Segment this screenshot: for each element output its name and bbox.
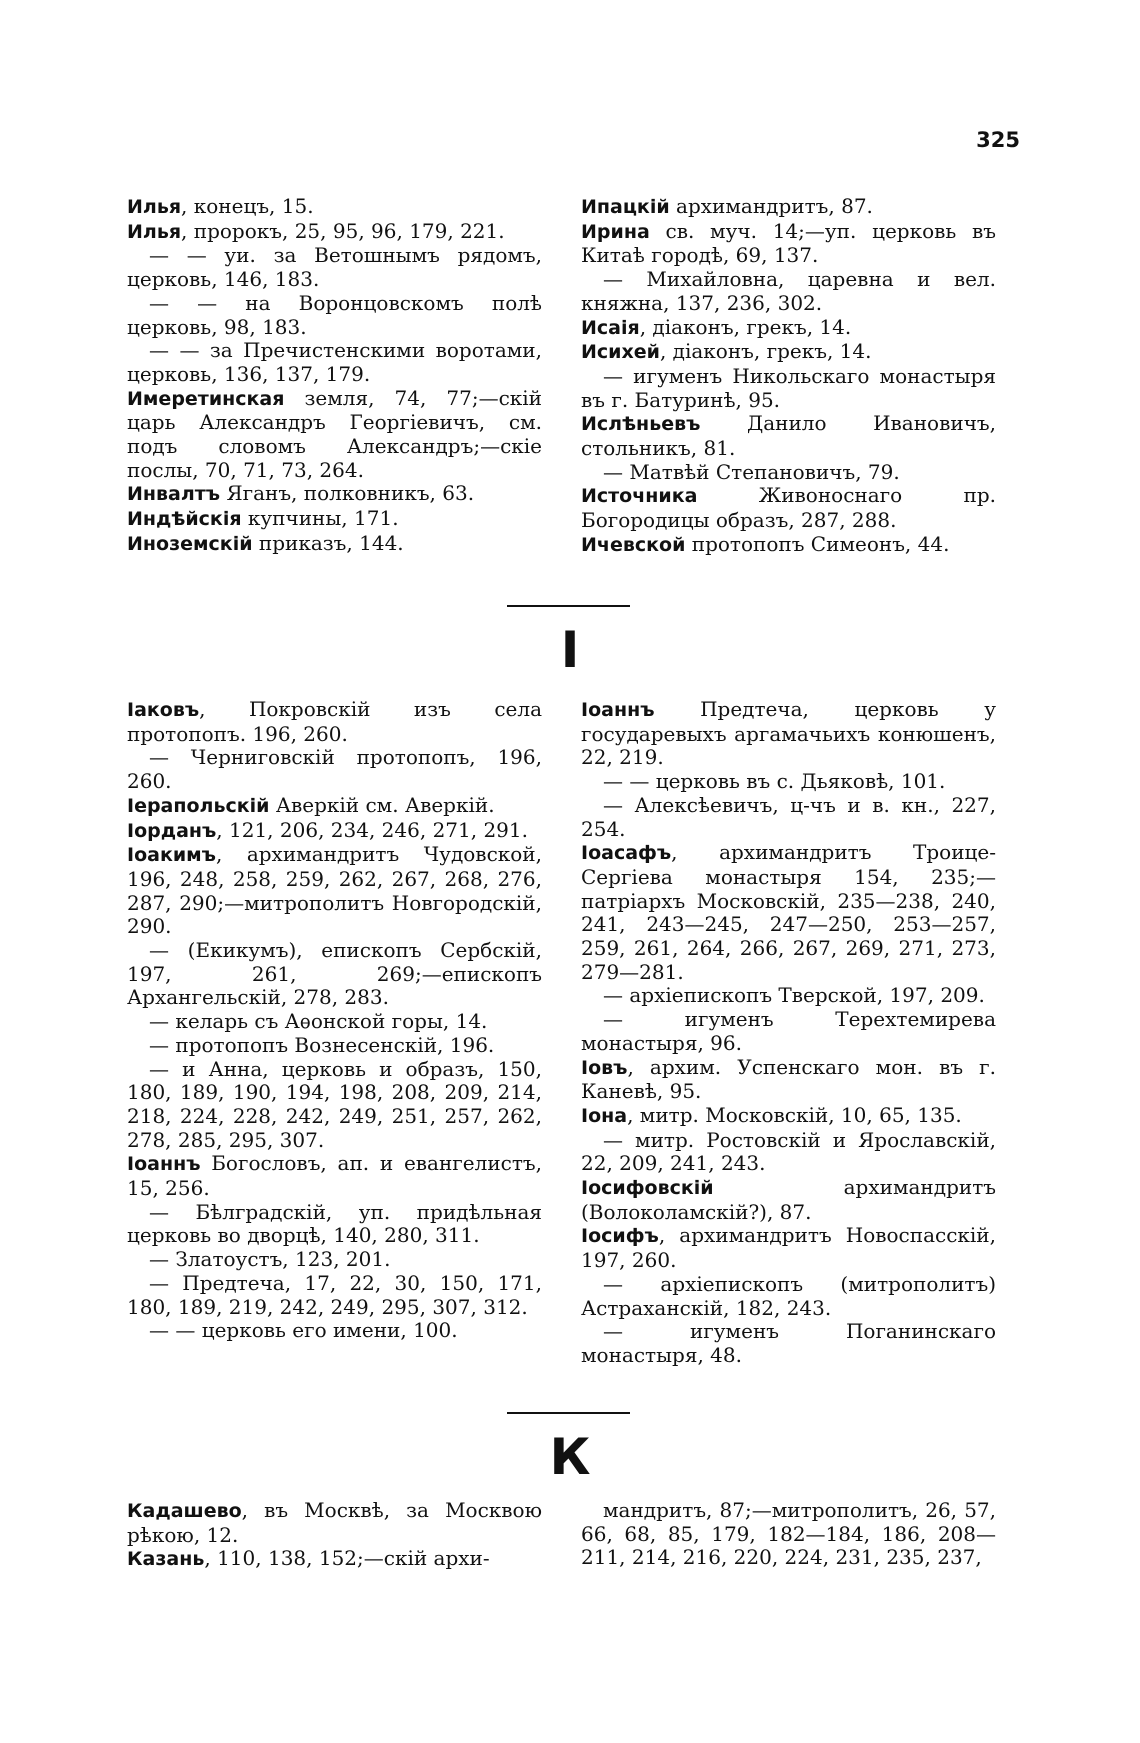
- entry-headword: Іосифъ: [581, 1225, 659, 1248]
- entry-headword: Іосифовскій: [581, 1177, 714, 1200]
- index-entry: [581, 484, 996, 532]
- entry-text: — — уи. за Ветошнымъ рядомъ, церковь, 146, 183.: [127, 243, 542, 292]
- entry-text: Данило Ивановичъ, стольникъ, 81.: [581, 411, 996, 461]
- index-entry: [581, 1008, 996, 1055]
- index-entry: [581, 1320, 996, 1367]
- entry-headword: Инвалтъ: [127, 483, 221, 506]
- entry-headword: Индѣйскія: [127, 508, 242, 531]
- index-entry: [127, 1034, 542, 1058]
- index-entry: [127, 1010, 542, 1034]
- entry-headword: Іоаннъ: [127, 1153, 201, 1176]
- entry-text: — — церковь въ с. Дьяковѣ, 101.: [603, 769, 946, 794]
- column-left: [127, 1499, 542, 1572]
- entry-headword: Ичевской: [581, 533, 686, 556]
- entry-text: — и Анна, церковь и образъ, 150, 180, 189, 190, 194, 198, 208, 209, 214, 218, 224, 228, 242, 249, 251, 257, 262, 278, 285, 295, 307.: [127, 1056, 542, 1152]
- section-letter: К: [549, 1428, 591, 1486]
- entry-headword: Іона: [581, 1104, 628, 1127]
- index-entry: [581, 841, 996, 984]
- index-entry: [127, 1152, 542, 1200]
- index-entry: [581, 1224, 996, 1272]
- entry-headword: Ирина: [581, 220, 650, 243]
- index-entry: [581, 770, 996, 794]
- entry-text: купчины, 171.: [241, 506, 399, 531]
- index-entry: [127, 843, 542, 939]
- entry-text: , архим. Успенскаго мон. въ г. Каневѣ, 95.: [581, 1054, 996, 1104]
- entry-text: — архіепископъ (митрополитъ) Астраханскій, 182, 243.: [581, 1271, 996, 1320]
- entry-text: — (Екикумъ), епископъ Сербскій, 197, 261, 269;—епископъ Архангельскій, 278, 283.: [127, 938, 542, 1010]
- column-left: [127, 698, 542, 1343]
- entry-text: — митр. Ростовскій и Ярославскій, 22, 209, 241, 243.: [581, 1127, 996, 1176]
- entry-headword: Іоасафъ: [581, 842, 672, 865]
- entry-text: протопопъ Симеонъ, 44.: [685, 531, 950, 556]
- entry-headword: Илья: [127, 220, 182, 243]
- index-entry: [127, 1547, 542, 1572]
- entry-text: — игуменъ Поганинскаго монастыря, 48.: [581, 1319, 996, 1367]
- entry-headword: Іовъ: [581, 1056, 628, 1079]
- entry-text: — — на Воронцовскомъ полѣ церковь, 98, 183.: [127, 290, 542, 339]
- entry-text: — Златоустъ, 123, 201.: [149, 1247, 391, 1272]
- section-divider: [507, 1412, 630, 1414]
- entry-text: — — церковь его имени, 100.: [149, 1318, 458, 1343]
- index-entry: [127, 195, 542, 220]
- index-entry: [127, 1201, 542, 1248]
- index-entry: [581, 340, 996, 365]
- index-entry: [127, 1248, 542, 1272]
- entry-headword: Ипацкій: [581, 196, 670, 218]
- entry-headword: Ислѣньевъ: [581, 413, 701, 436]
- entry-headword: Казань: [127, 1548, 205, 1571]
- index-entry: [127, 939, 542, 1010]
- index-entry: [581, 1176, 996, 1224]
- entry-text: — игуменъ Никольскаго монастыря въ г. Батуринѣ, 95.: [581, 363, 996, 412]
- entry-text: архимандритъ (Волоколамскій?), 87.: [581, 1175, 996, 1224]
- index-entry: [581, 1129, 996, 1176]
- entry-text: Аверкій см. Аверкій.: [269, 792, 495, 817]
- index-entry: [581, 533, 996, 558]
- entry-headword: Исаія: [581, 316, 640, 339]
- entry-text: , діаконъ, грекъ, 14.: [639, 314, 852, 339]
- entry-headword: Іерапольскій: [127, 794, 270, 817]
- entry-text: — Предтеча, 17, 22, 30, 150, 171, 180, 189, 219, 242, 249, 295, 307, 312.: [127, 1270, 542, 1319]
- index-entry: [581, 698, 996, 770]
- index-entry: [581, 794, 996, 841]
- index-entry: [581, 268, 996, 315]
- column-right: [581, 195, 996, 558]
- index-entry: [127, 532, 542, 557]
- entry-headword: Іорданъ: [127, 819, 217, 842]
- entry-text: , Покровскій изъ села протопопъ. 196, 260.: [127, 697, 542, 746]
- entry-headword: Имеретинская: [127, 387, 285, 410]
- index-entry: [127, 292, 542, 339]
- entry-text: — Михайловна, царевна и вел. княжна, 137, 236, 302.: [581, 267, 996, 315]
- index-entry: [127, 482, 542, 507]
- entry-text: приказъ, 144.: [252, 530, 404, 555]
- index-entry: [127, 244, 542, 291]
- entry-text: — Черниговскій протопопъ, 196, 260.: [127, 745, 542, 794]
- entry-text: — игуменъ Терехтемирева монастыря, 96.: [581, 1007, 996, 1055]
- entry-text: — Алексѣевичъ, ц-чъ и в. кн., 227, 254.: [581, 792, 996, 841]
- index-entry: [127, 698, 542, 746]
- entry-text: — — за Пречистенскими воротами, церковь, 136, 137, 179.: [127, 338, 542, 386]
- index-entry: [127, 1058, 542, 1153]
- column-right: [581, 698, 996, 1368]
- section-divider: [507, 605, 630, 607]
- index-entry: [581, 220, 996, 268]
- section-letter: I: [560, 621, 580, 679]
- entry-text: , конецъ, 15.: [181, 194, 314, 218]
- entry-headword: Кадашево: [127, 1500, 242, 1522]
- entry-headword: Іаковъ: [127, 699, 200, 721]
- index-entry: [127, 387, 542, 483]
- entry-text: , діаконъ, грекъ, 14.: [659, 339, 872, 364]
- index-entry: [581, 412, 996, 460]
- index-entry: [127, 1319, 542, 1343]
- entry-headword: Источника: [581, 485, 698, 508]
- entry-text: Яганъ, полковникъ, 63.: [220, 481, 475, 506]
- index-entry: [127, 507, 542, 532]
- entry-text: , архимандритъ Чудовской, 196, 248, 258, 259, 262, 267, 268, 276, 287, 290;—митрополитъ Новгородскій, 290.: [127, 842, 542, 939]
- entry-text: , 110, 138, 152;—скій архи-: [204, 1546, 490, 1571]
- index-entry: [581, 1499, 996, 1570]
- entry-text: — протопопъ Вознесенскій, 196.: [149, 1032, 495, 1057]
- index-entry: [581, 365, 996, 412]
- entry-text: , митр. Московскій, 10, 65, 135.: [627, 1102, 962, 1127]
- index-entry: [581, 984, 996, 1008]
- entry-text: — Бѣлградскій, уп. придѣльная церковь во дворцѣ, 140, 280, 311.: [127, 1199, 542, 1248]
- entry-headword: Иноземскій: [127, 532, 253, 555]
- index-entry: [127, 746, 542, 793]
- entry-headword: Іоакимъ: [127, 844, 216, 867]
- entry-text: — архіепископъ Тверской, 197, 209.: [603, 983, 985, 1008]
- entry-text: , пророкъ, 25, 95, 96, 179, 221.: [181, 218, 505, 243]
- index-entry: [127, 339, 542, 386]
- entry-text: , архимандритъ Троице-Сергіева монастыря 154, 235;—патріархъ Московскій, 235—238, 240, 241, 243—245, 247—250, 253—257, 259, 261, 264, 266, 267, 269, 271, 273, 279—281.: [581, 840, 996, 984]
- entry-text: мандритъ, 87;—митрополитъ, 26, 57, 66, 68, 85, 179, 182—184, 186, 208—211, 214, 216, 220, 224, 231, 235, 237,: [581, 1498, 996, 1570]
- entry-text: — келарь съ Аѳонской горы, 14.: [149, 1009, 488, 1034]
- index-entry: [581, 316, 996, 341]
- index-entry: [127, 220, 542, 245]
- column-left: [127, 195, 542, 557]
- entry-headword: Іоаннъ: [581, 699, 655, 721]
- entry-text: архимандритъ, 87.: [669, 194, 873, 218]
- entry-headword: Илья: [127, 196, 182, 218]
- entry-text: св. муч. 14;—уп. церковь въ Китаѣ городѣ, 69, 137.: [581, 218, 996, 268]
- index-entry: [581, 1273, 996, 1320]
- index-entry: [581, 461, 996, 485]
- index-entry: [127, 1272, 542, 1319]
- entry-headword: Исихей: [581, 341, 660, 364]
- index-entry: [581, 1056, 996, 1104]
- index-entry: [127, 1499, 542, 1547]
- index-entry: [127, 819, 542, 844]
- index-entry: [581, 195, 996, 220]
- entry-text: Богословъ, ап. и евангелистъ, 15, 256.: [127, 1151, 542, 1201]
- entry-text: , архимандритъ Новоспасскій, 197, 260.: [581, 1223, 996, 1273]
- entry-text: Живоноснаго пр. Богородицы образъ, 287, 288.: [581, 483, 996, 533]
- entry-text: , 121, 206, 234, 246, 271, 291.: [216, 817, 528, 842]
- column-right: [581, 1499, 996, 1570]
- entry-text: Предтеча, церковь у государевыхъ аргамачьихъ конюшенъ, 22, 219.: [581, 697, 996, 770]
- index-entry: [581, 1104, 996, 1129]
- entry-text: земля, 74, 77;—скій царь Александръ Георгіевичъ, см. подъ словомъ Александръ;—скіе послы, 70, 71, 73, 264.: [127, 385, 542, 482]
- entry-text: — Матвѣй Степановичъ, 79.: [603, 459, 900, 484]
- page-number: 325: [976, 128, 1020, 152]
- index-entry: [127, 794, 542, 819]
- entry-text: , въ Москвѣ, за Москвою рѣкою, 12.: [127, 1498, 542, 1547]
